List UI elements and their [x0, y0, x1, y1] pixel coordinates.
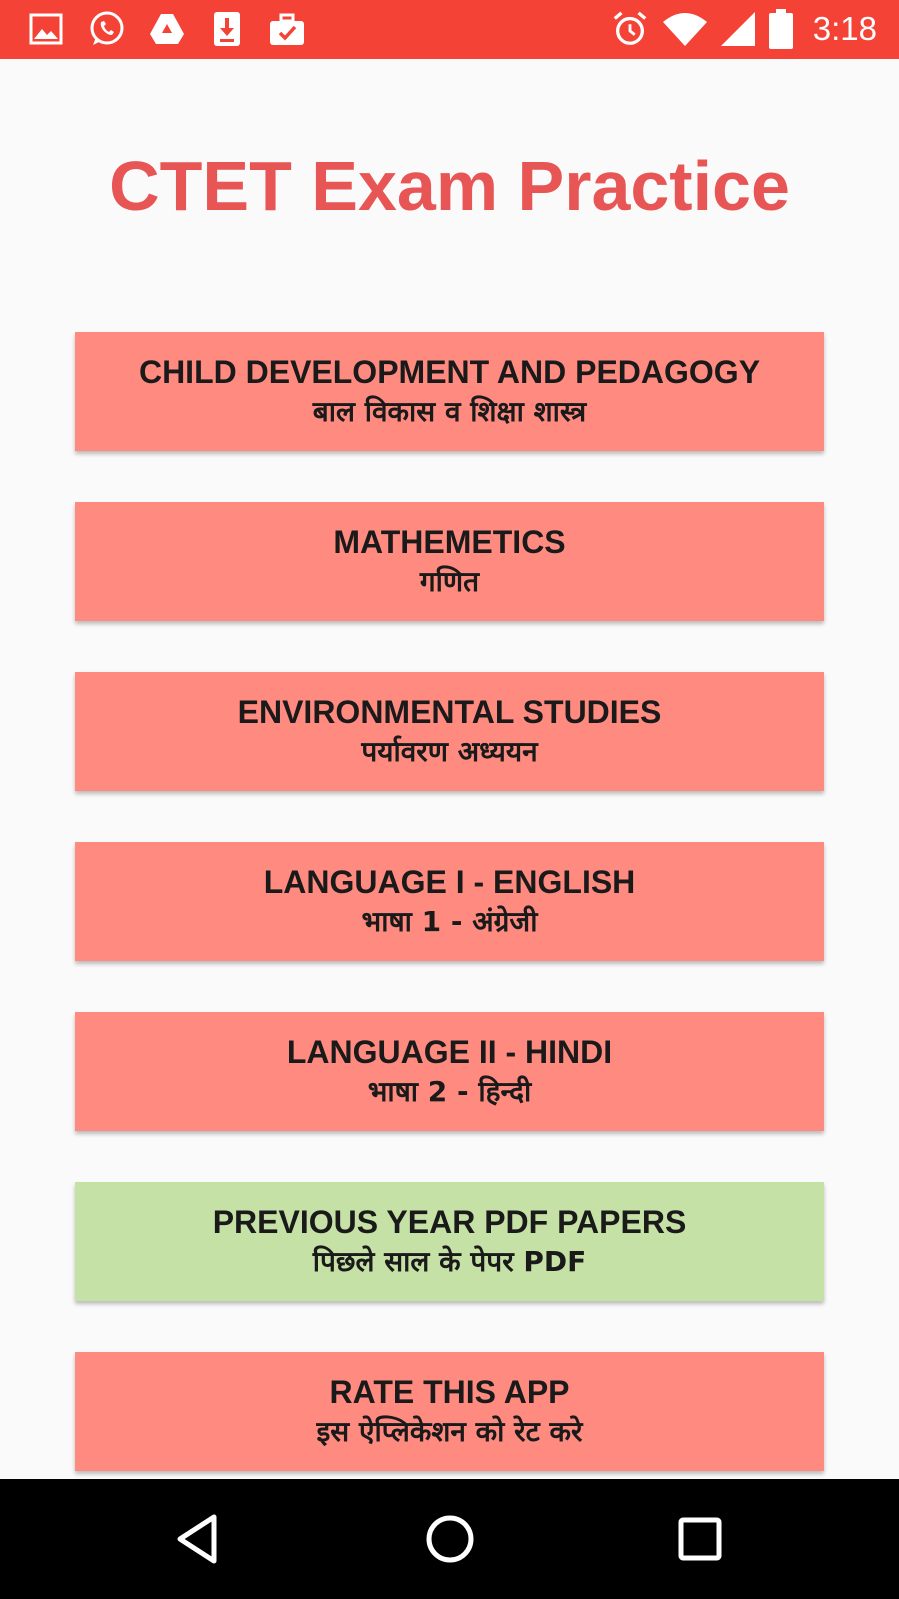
- child-development-button[interactable]: [75, 332, 824, 451]
- app-title: CTET Exam Practice: [109, 147, 790, 225]
- button-label-hindi: पर्यावरण अध्ययन: [361, 734, 538, 768]
- navigation-bar: [0, 1479, 899, 1599]
- gallery-icon: [28, 10, 66, 48]
- button-label-english: RATE THIS APP: [329, 1373, 570, 1410]
- button-label-hindi: पिछले साल के पेपर PDF: [312, 1244, 587, 1278]
- previous-year-papers-button[interactable]: [75, 1182, 824, 1301]
- button-label-hindi: इस ऐप्लिकेशन को रेट करे: [316, 1414, 583, 1448]
- language-english-button[interactable]: [75, 842, 824, 961]
- status-bar: [0, 0, 899, 59]
- button-label-english: LANGUAGE II - HINDI: [286, 1033, 613, 1070]
- button-label-hindi: भाषा 1 - अंग्रेजी: [361, 904, 538, 938]
- recents-icon[interactable]: [670, 1509, 730, 1569]
- whatsapp-icon: [88, 10, 126, 48]
- wifi-icon: [663, 12, 707, 46]
- button-label-english: ENVIRONMENTAL STUDIES: [237, 693, 662, 730]
- cell-signal-icon: [721, 12, 755, 46]
- back-icon[interactable]: [170, 1509, 230, 1569]
- notification-icons: [28, 10, 328, 48]
- download-icon: [208, 10, 246, 48]
- environmental-studies-button[interactable]: [75, 672, 824, 791]
- button-label-hindi: गणित: [419, 564, 480, 598]
- battery-icon: [769, 9, 793, 49]
- button-label-hindi: बाल विकास व शिक्षा शास्त्र: [312, 394, 587, 428]
- home-icon[interactable]: [420, 1509, 480, 1569]
- mathematics-button[interactable]: [75, 502, 824, 621]
- alarm-icon: [611, 10, 649, 48]
- button-label-english: LANGUAGE I - ENGLISH: [263, 863, 636, 900]
- button-label-english: CHILD DEVELOPMENT AND PEDAGOGY: [138, 353, 761, 390]
- briefcase-check-icon: [268, 10, 306, 48]
- language-hindi-button[interactable]: [75, 1012, 824, 1131]
- system-icons: [611, 8, 877, 50]
- rate-app-button[interactable]: [75, 1352, 824, 1471]
- button-label-english: PREVIOUS YEAR PDF PAPERS: [212, 1203, 687, 1240]
- status-clock: 3:18: [812, 10, 877, 47]
- drive-icon: [148, 10, 186, 48]
- button-label-english: MATHEMETICS: [333, 523, 566, 560]
- button-label-hindi: भाषा 2 - हिन्दी: [367, 1074, 532, 1108]
